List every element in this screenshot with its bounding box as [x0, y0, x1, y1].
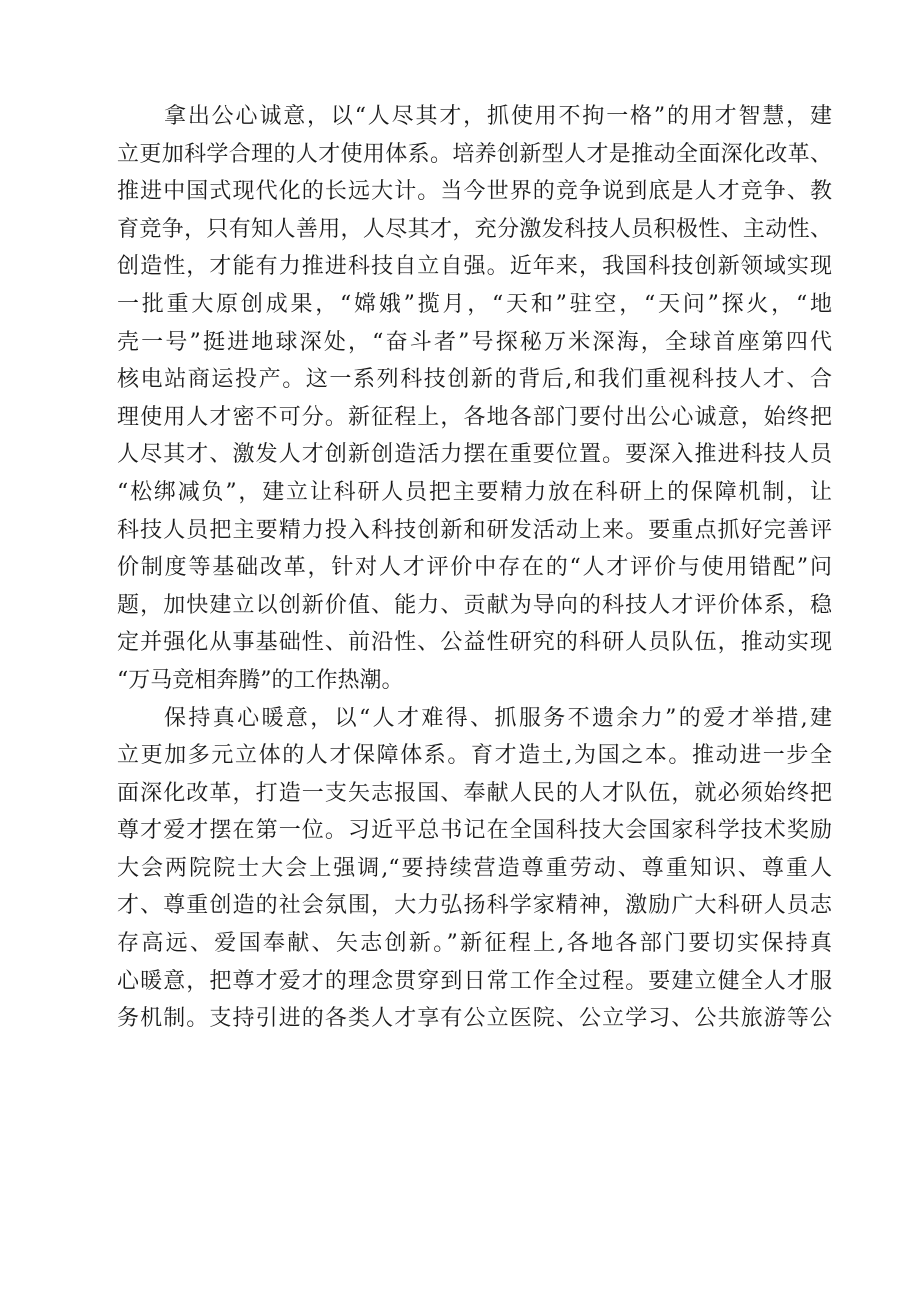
paragraph-line: 大会两院院士大会上强调,“要持续营造尊重劳动、尊重知识、尊重人	[117, 855, 832, 881]
paragraph-line: 推进中国式现代化的长远大计。当今世界的竞争说到底是人才竞争、教	[117, 179, 832, 205]
paragraph-line: 立更加科学合理的人才使用体系。培养创新型人才是推动全面深化改革、	[117, 141, 832, 167]
paragraph-line: 保持真心暖意，以“人才难得、抓服务不遗余力”的爱才举措,建	[164, 705, 832, 731]
paragraph-line: 定并强化从事基础性、前沿性、公益性研究的科研人员队伍，推动实现	[117, 630, 832, 656]
body-text	[117, 98, 832, 1038]
paragraph-2	[117, 700, 832, 1038]
paragraph-line: 一批重大原创成果，“嫦娥”揽月，“天和”驻空，“天问”探火，“地	[117, 291, 832, 317]
paragraph-line: 壳一号”挺进地球深处，“奋斗者”号探秘万米深海，全球首座第四代	[117, 329, 832, 355]
paragraph-line: 心暖意，把尊才爱才的理念贯穿到日常工作全过程。要建立健全人才服	[117, 968, 832, 994]
paragraph-line: 人尽其才、激发人才创新创造活力摆在重要位置。要深入推进科技人员	[117, 442, 832, 468]
paragraph-line: 理使用人才密不可分。新征程上，各地各部门要付出公心诚意，始终把	[117, 404, 832, 430]
paragraph-line: 才、尊重创造的社会氛围，大力弘扬科学家精神，激励广大科研人员志	[117, 893, 832, 919]
paragraph-line: 科技人员把主要精力投入科技创新和研发活动上来。要重点抓好完善评	[117, 517, 832, 543]
paragraph-line: “万马竞相奔腾”的工作热潮。	[117, 667, 404, 693]
paragraph-line: 拿出公心诚意，以“人尽其才，抓使用不拘一格”的用才智慧，建	[164, 104, 832, 129]
paragraph-line: 核电站商运投产。这一系列科技创新的背后,和我们重视科技人才、合	[117, 367, 832, 393]
paragraph-line: “松绑减负”，建立让科研人员把主要精力放在科研上的保障机制，让	[117, 479, 832, 505]
paragraph-line: 务机制。支持引进的各类人才享有公立医院、公立学习、公共旅游等公	[117, 1006, 832, 1032]
paragraph-line: 尊才爱才摆在第一位。习近平总书记在全国科技大会国家科学技术奖励	[117, 818, 832, 844]
paragraph-line: 存高远、爱国奉献、矢志创新。”新征程上,各地各部门要切实保持真	[117, 931, 832, 957]
paragraph-line: 价制度等基础改革，针对人才评价中存在的“人才评价与使用错配”问	[117, 555, 832, 581]
paragraph-line: 题，加快建立以创新价值、能力、贡献为导向的科技人才评价体系，稳	[117, 592, 832, 618]
paragraph-1	[117, 98, 832, 700]
paragraph-line: 面深化改革，打造一支矢志报国、奉献人民的人才队伍，就必须始终把	[117, 780, 832, 806]
paragraph-line: 创造性，才能有力推进科技自立自强。近年来，我国科技创新领域实现	[117, 254, 832, 280]
paragraph-line: 育竞争，只有知人善用，人尽其才，充分激发科技人员积极性、主动性、	[117, 216, 832, 242]
paragraph-line: 立更加多元立体的人才保障体系。育才造土,为国之本。推动进一步全	[117, 743, 832, 769]
